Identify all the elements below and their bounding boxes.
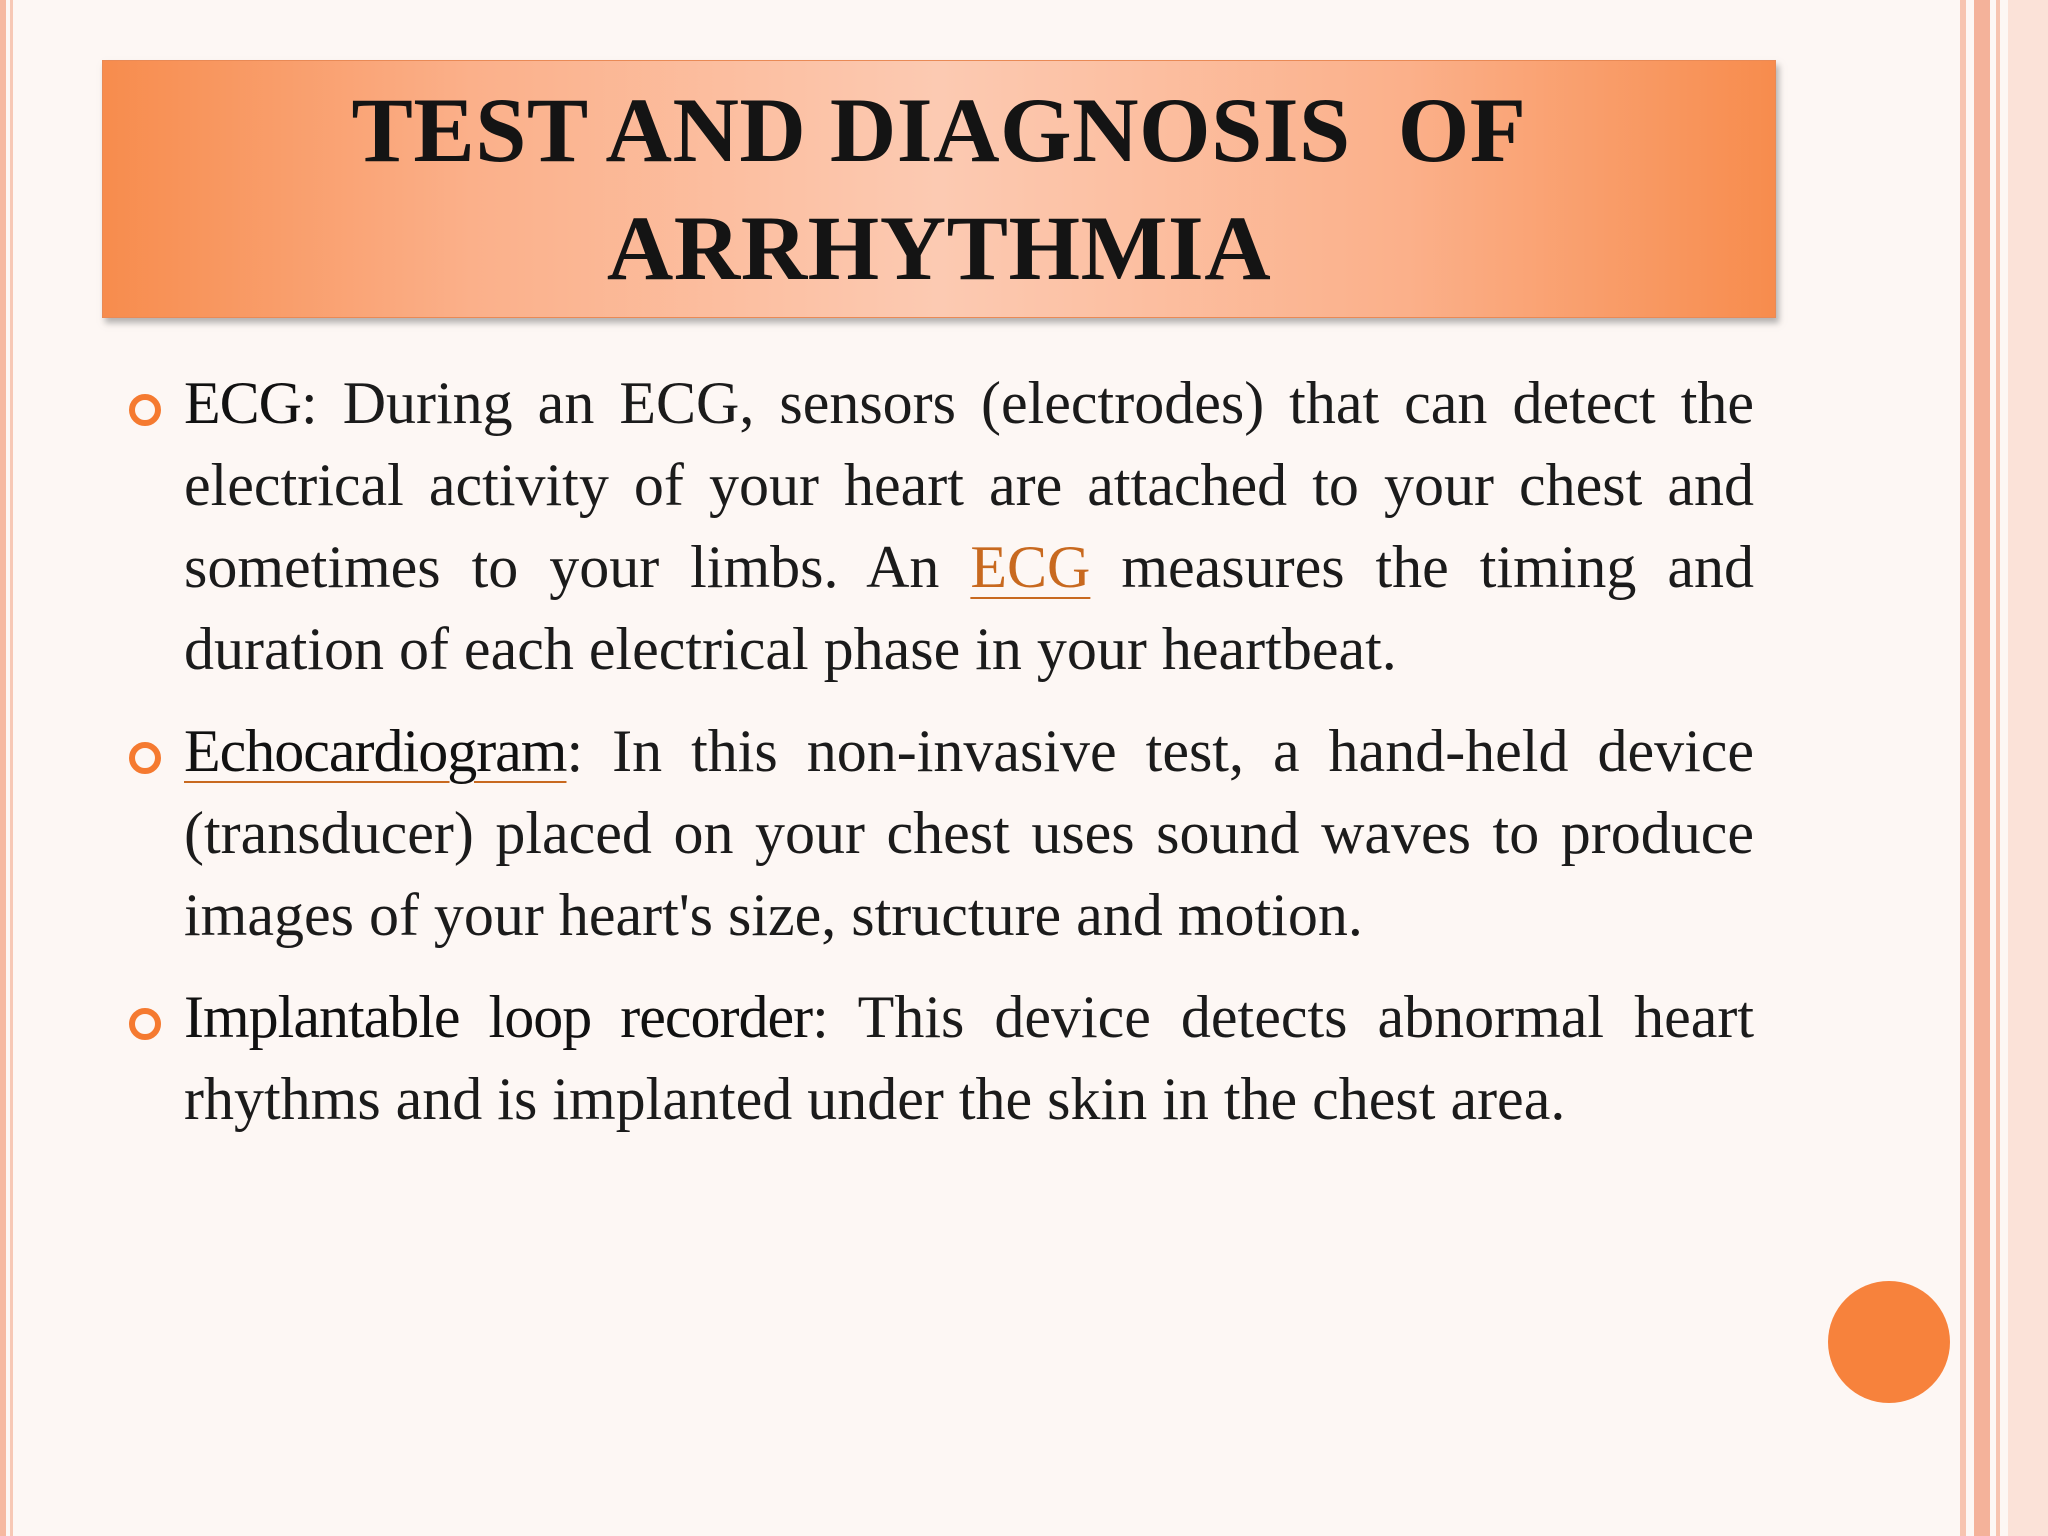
hollow-circle-bullet-icon xyxy=(129,742,161,774)
ecg-link[interactable]: ECG xyxy=(970,534,1091,600)
right-edge-stripe-wide xyxy=(1974,0,1990,1536)
bullet-item-ecg xyxy=(120,362,1754,690)
right-edge-band xyxy=(2008,0,2048,1536)
bullet-list xyxy=(120,362,1754,1160)
bullet-text-echocardiogram xyxy=(184,710,1754,956)
bullet-body: This device detects abnormal heart rhythms and is implanted under the skin in the chest area. xyxy=(184,984,1754,1132)
bullet-term-ecg: ECG xyxy=(184,370,301,436)
bullet-separator: : xyxy=(566,718,613,784)
slide-title-box xyxy=(102,60,1776,318)
bullet-body: In this non-invasive test, a hand-held device (transducer) placed on your chest uses sound waves to produce images of your heart's size, structure and motion. xyxy=(184,718,1755,948)
bullet-body-part-1: During an ECG, sensors (electrodes) that can detect the electrical activity of your heart are attached to your chest and sometimes to your limbs. An xyxy=(184,370,1754,600)
filled-circle-decor-icon xyxy=(1828,1281,1950,1403)
bullet-item-loop-recorder xyxy=(120,976,1754,1140)
hollow-circle-bullet-icon xyxy=(129,394,161,426)
echocardiogram-link[interactable]: Echocardiogram xyxy=(184,718,567,784)
right-edge-stripe-thin xyxy=(1996,0,2000,1536)
bullet-body-part-2: measures the timing and duration of each electrical phase in your heartbeat. xyxy=(184,534,1754,682)
bullet-separator: : xyxy=(301,370,343,436)
left-edge-stripe xyxy=(0,0,6,1536)
hollow-circle-bullet-icon xyxy=(129,1008,161,1040)
left-edge-stripe-thin xyxy=(10,0,13,1536)
bullet-separator: : xyxy=(812,984,858,1050)
right-edge-stripe xyxy=(1960,0,1966,1536)
bullet-item-echocardiogram xyxy=(120,710,1754,956)
bullet-text-ecg xyxy=(184,362,1754,690)
bullet-term-loop-recorder: Implantable loop recorder xyxy=(184,984,813,1050)
slide-title-line-2: ARRHYTHMIA xyxy=(606,197,1272,299)
bullet-text-loop-recorder xyxy=(184,976,1754,1140)
slide-title-line-1: TEST AND DIAGNOSIS OF xyxy=(351,79,1527,181)
